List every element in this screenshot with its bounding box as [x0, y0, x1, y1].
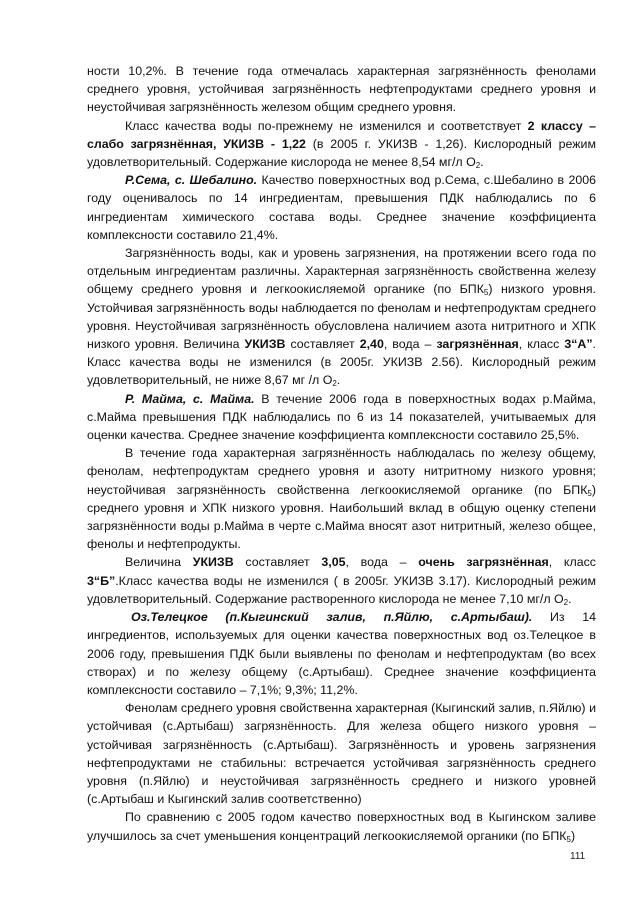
paragraph-1-text: ности 10,2%. В течение года отмечалась характерная загрязнённость фенолами среднего уровня, устойчивая загрязнённость нефтепродуктами среднего уровня и неустойчивая загрязнённость железом общим среднего уровня. [87, 64, 596, 115]
document-body [87, 62, 596, 845]
bold-run: 3“Б” [87, 573, 116, 588]
paragraph-teletskoye [87, 608, 596, 699]
text-run: составляет [233, 555, 322, 570]
bold-run: УКИЗВ [192, 555, 234, 570]
text-run: , класс [518, 337, 565, 352]
paragraph-6 [87, 444, 596, 553]
paragraph-2 [87, 117, 596, 172]
subscript: 5 [587, 488, 592, 498]
bold-run: 3“А” [564, 337, 593, 352]
subscript: 5 [483, 288, 489, 298]
text-run: ) среднего уровня и ХПК низкого уровня. Наибольший вклад в общую оценку степени загрязнённости воды р.Майма в черте с.Майма вносят азот нитритный, железо общее, фенолы и нефтепродукты. [87, 482, 596, 552]
text-run: (в 2005 г. УКИЗВ - 1,26). Кислородный режим удовлетворительный. Содержание кислорода не менее 8,54 мг/л О [87, 136, 596, 170]
text-run: Загрязнённость воды, как и уровень загрязнения, на протяжении всего года по отдельным ингредиентам различны. Характерная загрязнённость свойственна железу общему среднего уровня и легкоокисляемой органике (по БПК [87, 246, 596, 297]
text-run: В течение 2006 года в поверхностных водах р.Майма, с.Майма превышения ПДК наблюдались по 6 из 14 показателей, учитываемых для оценки качества. Среднее значение коэффициента комплексности составило 25,5%. [87, 391, 596, 443]
page-number: 111 [570, 851, 586, 862]
section-heading-teletskoye: Оз.Телецкое (п.Кыгинский залив, п.Яйлю, с.Артыбаш). [131, 610, 533, 625]
text-run: , класс [548, 555, 596, 570]
bold-run: 3,05 [321, 555, 346, 570]
text-run: По сравнению с 2005 годом качество поверхностных вод в Кыгинском заливе улучшилось за счет уменьшения концентраций легкоокисляемой органики (по БПК [87, 810, 596, 843]
text-run: ) низкого уровня. Устойчивая загрязнённость воды наблюдается по фенолам и нефтепродуктам среднего уровня. Неустойчивая загрязнённость обусловлена наличием азота нитритного и ХПК низкого уровня. Величина [87, 282, 596, 352]
paragraph-10 [87, 808, 596, 844]
text-run: Фенолам среднего уровня свойственна характерная (Кыгинский залив, п.Яйлю) и устойчивая (с.Артыбаш) загрязнённость. Для железа общего низкого уровня – устойчивая загрязнённость (с.Артыбаш). Загрязнённость и уровень загрязнения нефтепродуктами не стабильны: встречается устойчивая загрязнённость среднего уровня (п.Яйлю) и неустойчивая загрязнённость среднего и низкого уровней (с.Артыбаш и Кыгинский залив соответственно) [87, 701, 596, 807]
text-run: , вода – [345, 555, 419, 570]
bold-run: очень загрязнённая [418, 555, 549, 570]
text-run: Класс качества воды по-прежнему не изменился и соответствует [125, 118, 528, 133]
subscript: 2 [563, 597, 569, 607]
bold-run: загрязнённая [436, 337, 519, 352]
subscript: 2 [332, 379, 337, 389]
text-run: , вода – [383, 337, 437, 352]
text-run: В течение года характерная загрязнённость наблюдалась по железу общему, фенолам, нефтепродуктам среднего уровня и азоту нитритному низкого уровня; неустойчивая загрязнённость свойственна легкоокисляемой органике (по БПК [87, 446, 596, 497]
section-heading-sema: Р.Сема, с. Шебалино. [125, 173, 258, 188]
bold-run: 2,40 [359, 337, 384, 352]
text-run: . [480, 155, 484, 170]
text-run: .Класс качества воды не изменился ( в 2005г. УКИЗВ 3.17). Кислородный режим удовлетворительный. Содержание растворенного кислорода не менее 7,10 мг/л О [87, 573, 596, 606]
section-heading-maima: Р. Майма, с. Майма. [125, 391, 255, 406]
subscript: 2 [475, 161, 481, 171]
bold-run: УКИЗВ [244, 337, 286, 352]
paragraph-9 [87, 699, 596, 808]
text-run: Из 14 ингредиентов, используемых для оценки качества поверхностных вод оз.Телецкое в 2006 году, превышения ПДК были выявлены по фенолам и нефтепродуктам (во всех створах) и по железу общему (с.Артыбаш). Среднее значение коэффициента комплексности составило – 7,1%; 9,3%; 11,2%. [87, 610, 596, 697]
paragraph-4 [87, 244, 596, 390]
text-run: Величина [125, 555, 193, 570]
bold-run: 2 классу – слабо загрязнённая, УКИЗВ - 1,22 [87, 118, 596, 151]
text-run: Качество поверхностных вод р.Сема, с.Шебалино в 2006 году оценивалось по 14 ингредиентам, превышения ПДК наблюдались по 6 ингредиентам химического состава воды. Среднее значение коэффициента комплексности составило 21,4%. [87, 173, 597, 242]
paragraph-1 [87, 62, 596, 117]
paragraph-maima [87, 390, 596, 445]
text-run: . [568, 591, 572, 606]
text-run: составляет [285, 337, 360, 352]
paragraph-sema [87, 171, 596, 244]
text-run: . [336, 373, 341, 388]
text-run: . Класс качества воды не изменился (в 2005г. УКИЗВ 2.56). Кислородный режим удовлетворительный, не ниже 8,67 мг /л О [87, 337, 596, 388]
subscript: 5 [566, 834, 571, 844]
text-run: ) [570, 828, 576, 843]
paragraph-7 [87, 553, 596, 608]
